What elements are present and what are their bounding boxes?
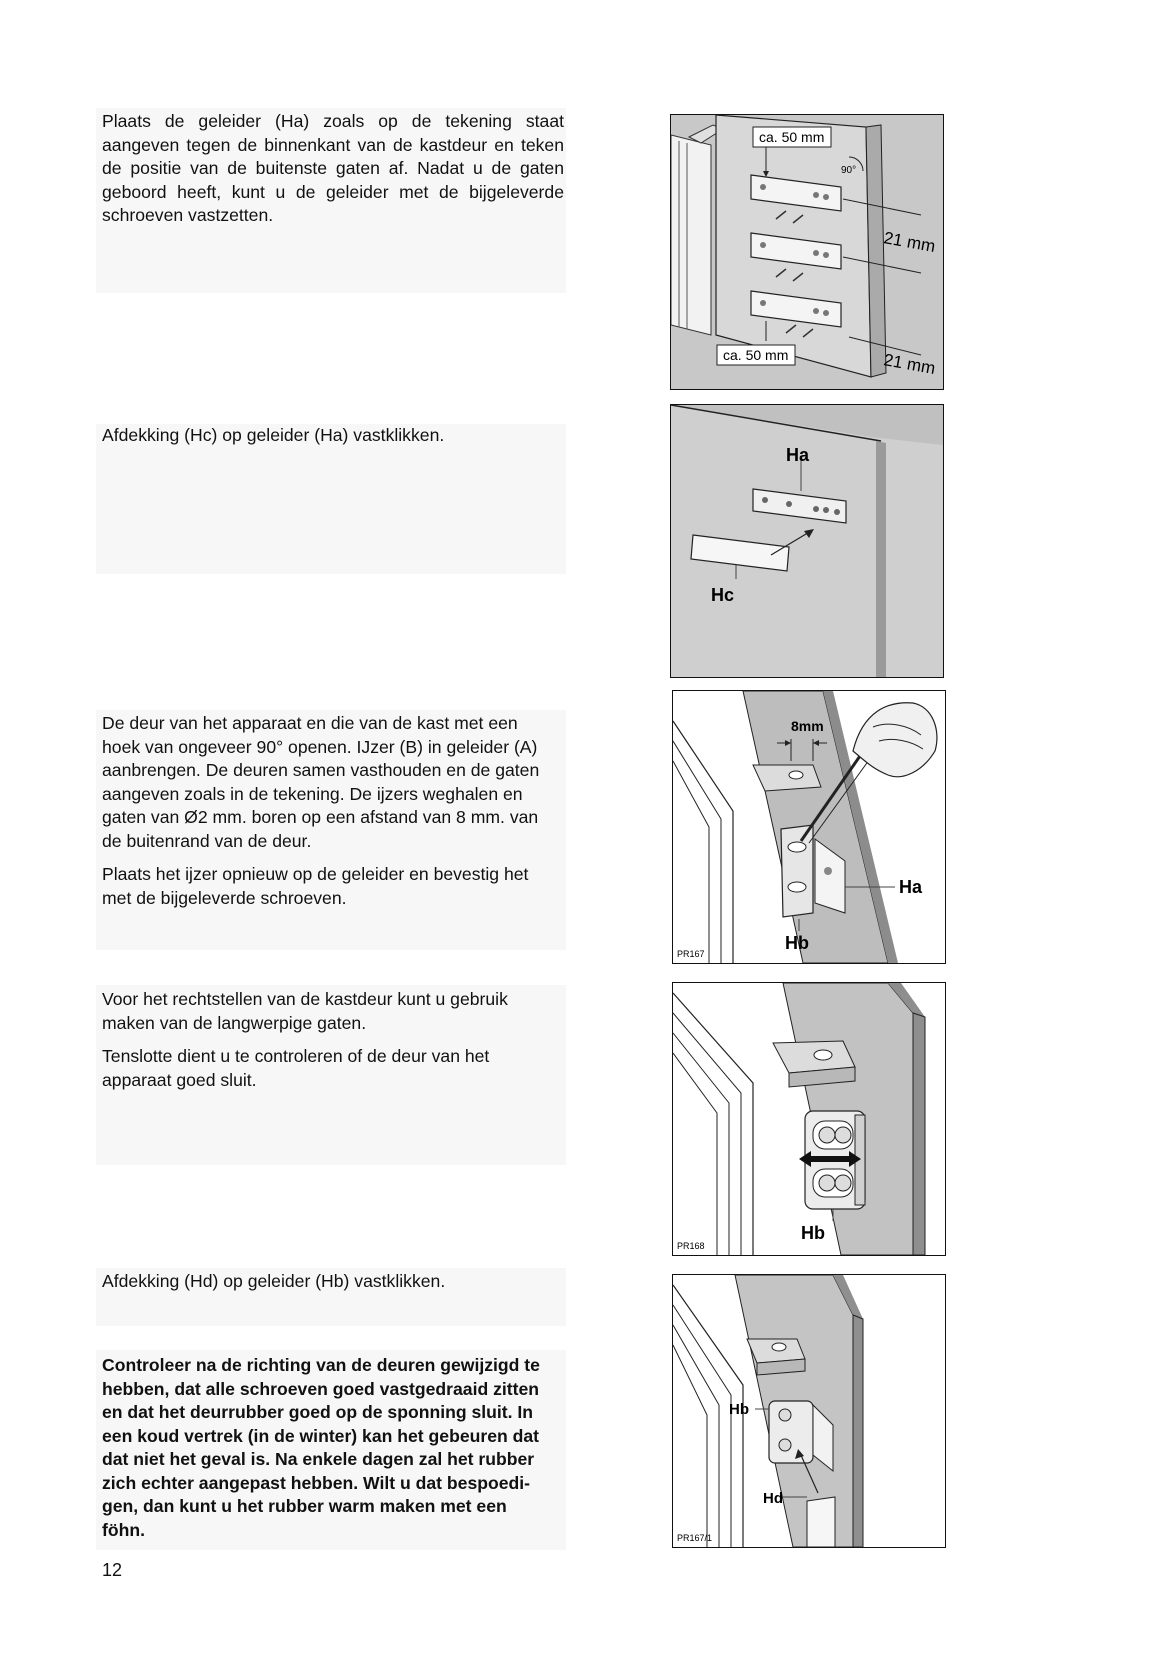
paragraph: Tenslotte dient u te controleren of de deur van het apparaat goed sluit.: [102, 1046, 490, 1090]
angle-label: 90°: [841, 165, 857, 176]
figure-mark-holes: [672, 690, 946, 964]
figure-adjust-slots: [672, 982, 946, 1256]
label-ha: Ha: [899, 877, 923, 897]
instruction-cover-hc: [102, 424, 564, 458]
paragraph: De deur van het apparaat en die van de kast met een hoek van ongeveer 90° openen. IJzer (B) in geleider (A) aanbrengen. De deuren samen vasthouden en de gaten aangeven zoals in de tekening. De ijzers weghalen en gaten van Ø2 mm. boren op een afstand van 8 mm. van de buitenrand van de deur.: [102, 713, 540, 851]
instruction-drill-holes: [102, 712, 552, 920]
cover-hd-drawing: [673, 1275, 945, 1547]
figure-code: PR167: [677, 949, 705, 959]
page-number: 12: [102, 1560, 123, 1580]
instruction-mount-guide: [102, 110, 564, 238]
label-hb: Hb: [801, 1223, 825, 1243]
instruction-cover-hd: [102, 1270, 564, 1304]
label-ha: Ha: [786, 445, 810, 465]
paragraph: Controleer na de richting van de deuren gewijzigd te hebben, dat alle schroeven goed vastgedraaid zitten en dat het deurrubber goed op de sponning sluit. In een koud vertrek (in de winter) kan het gebeuren dat dat niet het geval is. Na enkele dagen zal het rubber zich echter aangepast hebben. Wilt u dat bespoedi-gen, dan kunt u het rubber warm maken met een föhn.: [102, 1355, 540, 1540]
dim-label-top: ca. 50 mm: [759, 129, 825, 145]
mark-holes-drawing: [673, 691, 945, 963]
label-hb: Hb: [729, 1401, 749, 1418]
guide-positions-drawing: [671, 115, 943, 389]
figure-cover-hd: [672, 1274, 946, 1548]
cover-hc-drawing: [671, 405, 943, 677]
label-hd: Hd: [763, 1490, 783, 1507]
paragraph: Afdekking (Hc) op geleider (Ha) vastklikken.: [102, 425, 445, 445]
dim-label-8mm: 8mm: [791, 718, 824, 734]
figure-cover-hc: [670, 404, 944, 678]
paragraph: Voor het rechtstellen van de kastdeur kunt u gebruik maken van de langwerpige gaten.: [102, 989, 508, 1033]
label-hb: Hb: [785, 933, 809, 953]
instruction-adjust-door: [102, 988, 558, 1102]
figure-code: PR167/1: [677, 1533, 713, 1543]
paragraph: Plaats de geleider (Ha) zoals op de tekening staat aangeven tegen de binnenkant van de kastdeur en teken de positie van de buitenste gaten af. Nadat u de gaten geboord heeft, kunt u de geleider met de bijgeleverde schroeven vastzetten.: [102, 111, 564, 225]
dim-label-bottom: ca. 50 mm: [723, 347, 789, 363]
figure-guide-positions: [670, 114, 944, 390]
label-hc: Hc: [711, 585, 735, 605]
adjust-slots-drawing: [673, 983, 945, 1255]
dim-label-21mm: 21 mm: [882, 228, 937, 256]
instruction-check-seal: [102, 1354, 552, 1552]
figure-code: PR168: [677, 1241, 705, 1251]
dim-label-21mm: 21 mm: [882, 350, 937, 378]
paragraph: Plaats het ijzer opnieuw op de geleider en bevestig het met de bijgeleverde schroeven.: [102, 864, 529, 908]
paragraph: Afdekking (Hd) op geleider (Hb) vastklikken.: [102, 1271, 446, 1291]
